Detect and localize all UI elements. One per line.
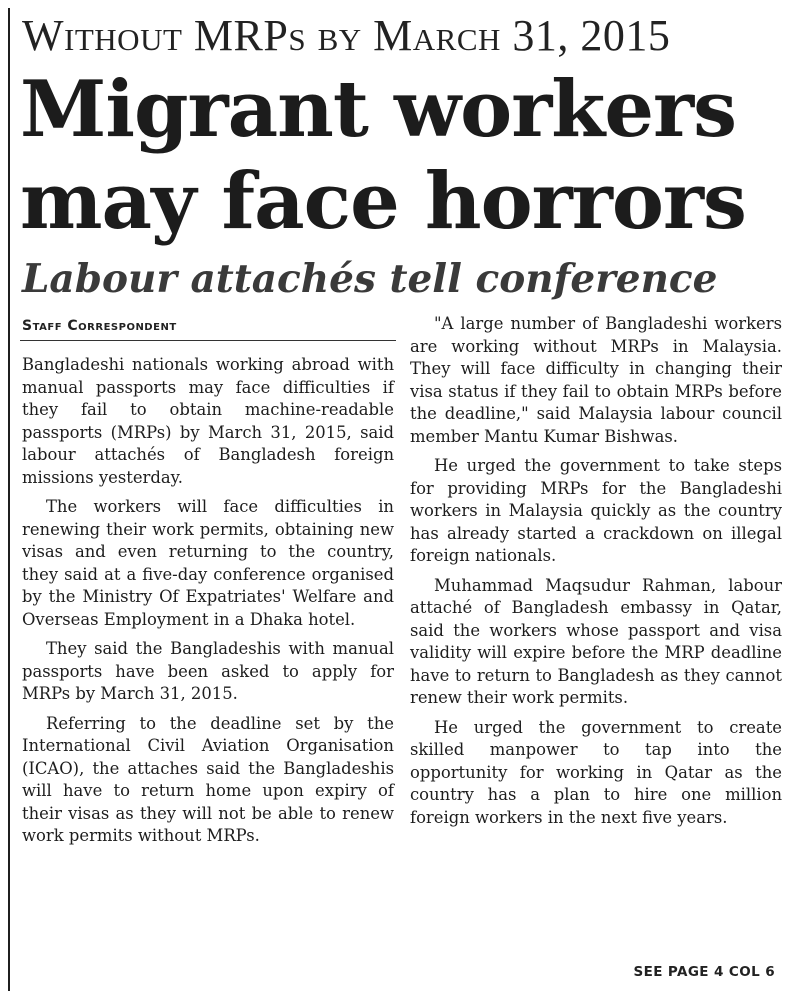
subheadline: Labour attachés tell conference [22, 256, 718, 302]
paragraph: "A large number of Bangladeshi workers are working without MRPs in Malaysia. They will face difficulty in changing their visa status if they fail to obtain MRPs before the deadline," said Malaysia labour council member Mantu Kumar Bishwas. [410, 314, 782, 446]
headline [20, 64, 790, 248]
continuation-line: SEE PAGE 4 COL 6 [633, 964, 775, 980]
column-rule [8, 8, 10, 991]
paragraph: Muhammad Maqsudur Rahman, labour attaché of Bangladesh embassy in Qatar, said the workers whose passport and visa validity will expire before the MRP deadline have to return to Bangladesh as they cannot renew their work permits. [410, 575, 782, 707]
paragraph: The workers will face difficulties in renewing their work permits, obtaining new visas and even returning to the country, they said at a five-day conference organised by the Ministry Of Expatriates' Welfare and Overseas Employment in a Dhaka hotel. [22, 497, 394, 629]
byline-divider [20, 340, 396, 341]
kicker: Without MRPs by March 31, 2015 [22, 11, 671, 60]
paragraph: Referring to the deadline set by the International Civil Aviation Organisation (ICAO), the attaches said the Bangladeshis will have to return home upon expiry of their visas as they will not be able to renew work permits without MRPs. [22, 713, 394, 845]
byline: Staff Correspondent [22, 318, 177, 334]
article-column-2 [410, 313, 782, 829]
headline-line-1: Migrant workers [20, 64, 736, 155]
headline-line-2: may face horrors [20, 156, 746, 247]
paragraph: They said the Bangladeshis with manual passports have been asked to apply for MRPs by March 31, 2015. [22, 639, 394, 703]
paragraph: He urged the government to take steps for providing MRPs for the Bangladeshi workers in Malaysia quickly as the country has already started a crackdown on illegal foreign nationals. [410, 456, 782, 565]
paragraph: He urged the government to create skilled manpower to tap into the opportunity for working in Qatar as the country has a plan to hire one million foreign workers in the next five years. [410, 717, 782, 827]
article-column-1 [22, 354, 394, 848]
paragraph: Bangladeshi nationals working abroad with manual passports may face difficulties if they fail to obtain machine-readable passports (MRPs) by March 31, 2015, said labour attachés of Bangladesh foreign missions yesterday. [22, 355, 394, 487]
